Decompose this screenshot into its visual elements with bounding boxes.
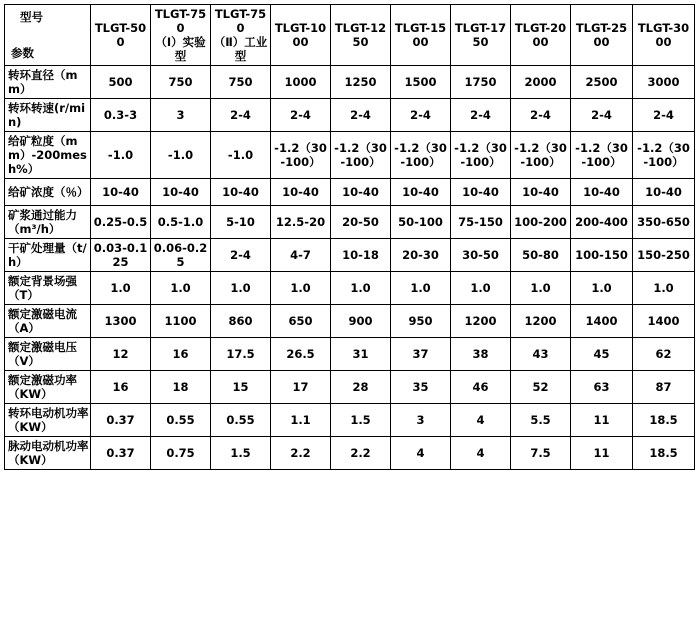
table-cell: 1100 (151, 305, 211, 338)
table-cell: 18.5 (633, 437, 695, 470)
table-cell: 12.5-20 (271, 206, 331, 239)
table-cell: -1.2（30-100） (451, 132, 511, 179)
table-cell: 1500 (391, 66, 451, 99)
table-cell: 2000 (511, 66, 571, 99)
corner-param-label: 参数 (11, 46, 34, 61)
table-cell: 45 (571, 338, 633, 371)
table-cell: 12 (91, 338, 151, 371)
table-cell: 1.0 (511, 272, 571, 305)
table-cell: 4 (451, 437, 511, 470)
table-body (5, 66, 695, 470)
column-header-name: TLGT-3000 (637, 21, 690, 50)
column-header-name: TLGT-1750 (454, 21, 507, 50)
table-cell: 0.75 (151, 437, 211, 470)
table-cell: 7.5 (511, 437, 571, 470)
table-cell: 350-650 (633, 206, 695, 239)
table-cell: 1200 (451, 305, 511, 338)
table-row (5, 371, 695, 404)
table-cell: 10-40 (391, 179, 451, 206)
table-cell: 1.0 (271, 272, 331, 305)
table-cell: -1.2（30-100） (633, 132, 695, 179)
table-cell: 4 (391, 437, 451, 470)
table-cell: 0.55 (151, 404, 211, 437)
table-cell: 20-30 (391, 239, 451, 272)
table-cell: 1200 (511, 305, 571, 338)
table-cell: 10-40 (511, 179, 571, 206)
table-cell: 28 (331, 371, 391, 404)
table-row (5, 179, 695, 206)
column-header (511, 5, 571, 66)
table-cell: 0.5-1.0 (151, 206, 211, 239)
table-cell: 750 (151, 66, 211, 99)
table-cell: 87 (633, 371, 695, 404)
column-header-sub: （Ⅰ）实验型 (155, 35, 206, 64)
column-header-name: TLGT-2500 (575, 21, 628, 50)
table-cell: 18.5 (633, 404, 695, 437)
table-cell: 2500 (571, 66, 633, 99)
table-cell: 1.1 (271, 404, 331, 437)
table-cell: 3000 (633, 66, 695, 99)
table-cell: 31 (331, 338, 391, 371)
column-header-name: TLGT-750 (214, 7, 267, 36)
table-cell: 900 (331, 305, 391, 338)
column-header (391, 5, 451, 66)
table-cell: 37 (391, 338, 451, 371)
table-cell: 1400 (633, 305, 695, 338)
table-cell: -1.2（30-100） (331, 132, 391, 179)
table-row (5, 206, 695, 239)
table-cell: 4 (451, 404, 511, 437)
row-label: 额定激磁电流（A） (5, 305, 91, 338)
table-cell: 10-40 (91, 179, 151, 206)
table-cell: 500 (91, 66, 151, 99)
table-cell: 10-40 (571, 179, 633, 206)
table-cell: 0.3-3 (91, 99, 151, 132)
table-cell: 5.5 (511, 404, 571, 437)
table-cell: 0.03-0.125 (91, 239, 151, 272)
table-cell: -1.0 (151, 132, 211, 179)
table-cell: 4-7 (271, 239, 331, 272)
table-cell: 1.0 (331, 272, 391, 305)
table-cell: 2.2 (331, 437, 391, 470)
table-cell: 35 (391, 371, 451, 404)
table-cell: 0.55 (211, 404, 271, 437)
table-cell: 1.0 (633, 272, 695, 305)
row-label: 转环转速(r/min) (5, 99, 91, 132)
table-cell: 2-4 (211, 99, 271, 132)
table-cell: 16 (91, 371, 151, 404)
column-header-name: TLGT-1000 (274, 21, 327, 50)
table-cell: 100-200 (511, 206, 571, 239)
table-cell: 5-10 (211, 206, 271, 239)
table-cell: 3 (151, 99, 211, 132)
table-cell: 75-150 (451, 206, 511, 239)
table-cell: -1.2（30-100） (391, 132, 451, 179)
table-cell: -1.2（30-100） (271, 132, 331, 179)
table-row (5, 99, 695, 132)
table-cell: -1.2（30-100） (571, 132, 633, 179)
table-cell: 860 (211, 305, 271, 338)
table-cell: 3 (391, 404, 451, 437)
table-cell: 2-4 (391, 99, 451, 132)
column-header-name: TLGT-1250 (334, 21, 387, 50)
table-cell: 10-18 (331, 239, 391, 272)
column-header (571, 5, 633, 66)
table-cell: 30-50 (451, 239, 511, 272)
table-cell: 10-40 (331, 179, 391, 206)
column-header-name: TLGT-500 (94, 21, 147, 50)
column-header (331, 5, 391, 66)
table-cell: 10-40 (211, 179, 271, 206)
table-cell: 52 (511, 371, 571, 404)
column-header-name: TLGT-750 (154, 7, 207, 36)
table-cell: 750 (211, 66, 271, 99)
table-cell: 10-40 (271, 179, 331, 206)
table-cell: 2-4 (571, 99, 633, 132)
table-cell: 2.2 (271, 437, 331, 470)
row-label: 给矿浓度（％） (5, 179, 91, 206)
table-cell: 50-80 (511, 239, 571, 272)
table-row (5, 239, 695, 272)
table-cell: 1400 (571, 305, 633, 338)
column-header-name: TLGT-2000 (514, 21, 567, 50)
column-header (451, 5, 511, 66)
row-label: 干矿处理量（t/h） (5, 239, 91, 272)
table-cell: 2-4 (451, 99, 511, 132)
table-cell: 200-400 (571, 206, 633, 239)
table-cell: 20-50 (331, 206, 391, 239)
row-label: 额定背景场强（T） (5, 272, 91, 305)
table-cell: 15 (211, 371, 271, 404)
column-header (91, 5, 151, 66)
table-row (5, 66, 695, 99)
table-cell: 0.06-0.25 (151, 239, 211, 272)
table-cell: 46 (451, 371, 511, 404)
table-cell: 650 (271, 305, 331, 338)
table-cell: 26.5 (271, 338, 331, 371)
table-row (5, 132, 695, 179)
table-row (5, 305, 695, 338)
table-cell: 16 (151, 338, 211, 371)
table-cell: 17.5 (211, 338, 271, 371)
table-cell: 1.0 (571, 272, 633, 305)
corner-model-label: 型号 (20, 10, 43, 24)
table-cell: 0.37 (91, 437, 151, 470)
header-row (5, 5, 695, 66)
table-cell: 1750 (451, 66, 511, 99)
table-row (5, 272, 695, 305)
table-cell: 2-4 (331, 99, 391, 132)
table-cell: -1.2（30-100） (511, 132, 571, 179)
table-cell: 950 (391, 305, 451, 338)
column-header (211, 5, 271, 66)
table-cell: 1.5 (211, 437, 271, 470)
column-header (633, 5, 695, 66)
table-cell: 63 (571, 371, 633, 404)
table-cell: 150-250 (633, 239, 695, 272)
table-corner-cell (5, 5, 91, 66)
table-cell: 0.37 (91, 404, 151, 437)
table-cell: -1.0 (211, 132, 271, 179)
row-label: 额定激磁电压（V） (5, 338, 91, 371)
table-cell: 2-4 (633, 99, 695, 132)
table-cell: 1250 (331, 66, 391, 99)
table-row (5, 338, 695, 371)
table-cell: 1.0 (91, 272, 151, 305)
table-cell: 10-40 (451, 179, 511, 206)
table-cell: 11 (571, 404, 633, 437)
table-cell: -1.0 (91, 132, 151, 179)
table-cell: 62 (633, 338, 695, 371)
table-cell: 2-4 (271, 99, 331, 132)
row-label: 额定激磁功率（KW） (5, 371, 91, 404)
table-row (5, 437, 695, 470)
row-label: 转环直径（mm） (5, 66, 91, 99)
column-header (271, 5, 331, 66)
row-label: 脉动电动机功率（KW） (5, 437, 91, 470)
column-header-name: TLGT-1500 (394, 21, 447, 50)
table-cell: 17 (271, 371, 331, 404)
table-cell: 10-40 (151, 179, 211, 206)
table-cell: 1000 (271, 66, 331, 99)
table-cell: 11 (571, 437, 633, 470)
table-cell: 1.0 (151, 272, 211, 305)
table-cell: 10-40 (633, 179, 695, 206)
table-cell: 0.25-0.5 (91, 206, 151, 239)
specifications-table (4, 4, 695, 470)
table-cell: 100-150 (571, 239, 633, 272)
column-header (151, 5, 211, 66)
table-cell: 1.5 (331, 404, 391, 437)
table-cell: 1.0 (391, 272, 451, 305)
row-label: 矿浆通过能力（m³/h） (5, 206, 91, 239)
table-header (5, 5, 695, 66)
table-cell: 2-4 (511, 99, 571, 132)
table-cell: 1300 (91, 305, 151, 338)
column-header-sub: （Ⅱ）工业型 (213, 35, 268, 64)
row-label: 给矿粒度（mm）-200mesh%） (5, 132, 91, 179)
table-cell: 1.0 (211, 272, 271, 305)
table-row (5, 404, 695, 437)
table-cell: 2-4 (211, 239, 271, 272)
table-cell: 50-100 (391, 206, 451, 239)
table-cell: 18 (151, 371, 211, 404)
row-label: 转环电动机功率（KW） (5, 404, 91, 437)
table-cell: 38 (451, 338, 511, 371)
table-cell: 1.0 (451, 272, 511, 305)
table-cell: 43 (511, 338, 571, 371)
